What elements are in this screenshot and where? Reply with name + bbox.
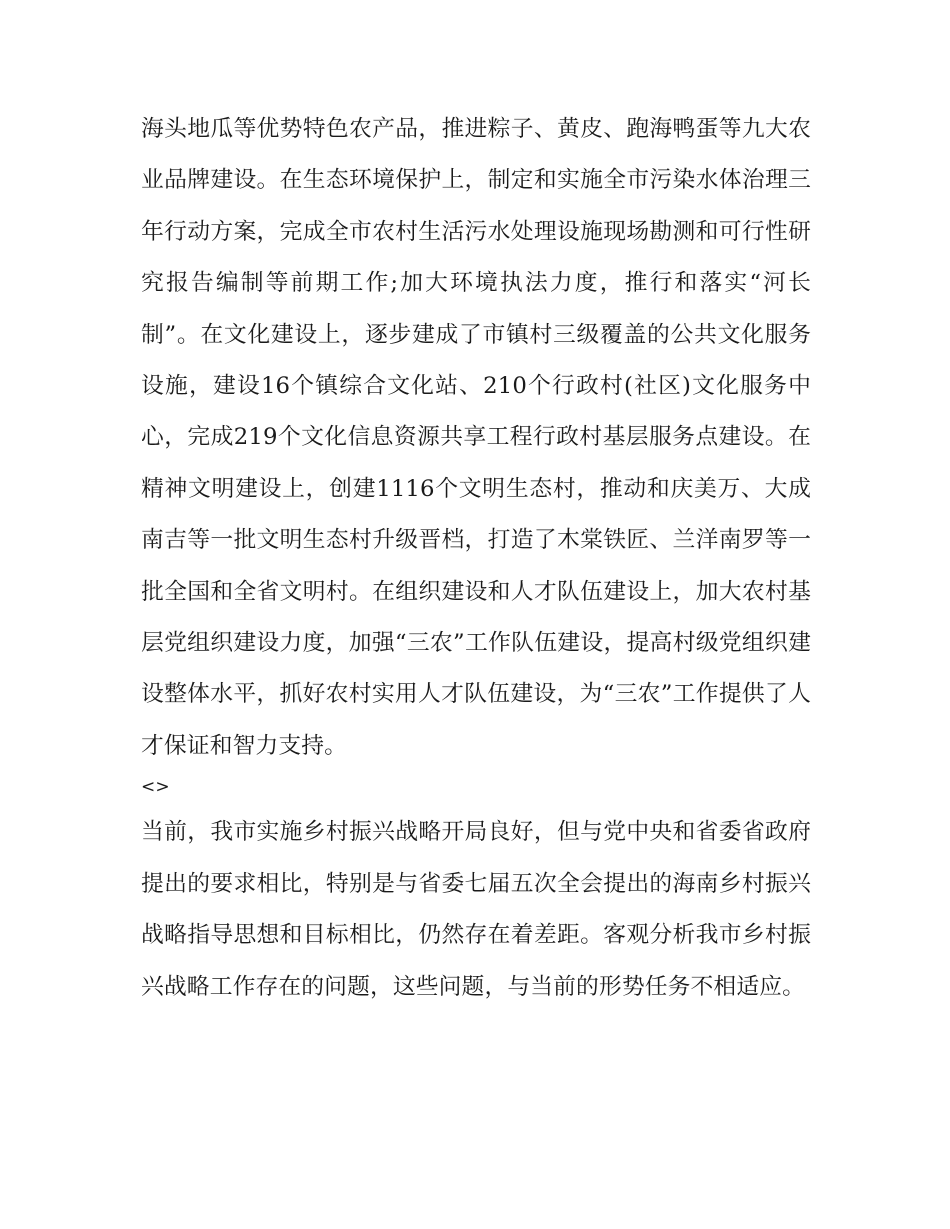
- paragraph-achievements: 海头地瓜等优势特色农产品，推进粽子、黄皮、跑海鸭蛋等九大农业品牌建设。在生态环境保护上，制定和实施全市污染水体治理三年行动方案，完成全市农村生活污水处理设施现场勘测和可行性研究报告编制等前期工作;加大环境执法力度，推行和落实“河长制”。在文化建设上，逐步建成了市镇村三级覆盖的公共文化服务设施，建设16个镇综合文化站、210个行政村(社区)文化服务中心，完成219个文化信息资源共享工程行政村基层服务点建设。在精神文明建设上，创建1116个文明生态村，推动和庆美万、大成南吉等一批文明生态村升级晋档，打造了木棠铁匠、兰洋南罗等一批全国和全省文明村。在组织建设和人才队伍建设上，加大农村基层党组织建设力度，加强“三农”工作队伍建设，提高村级党组织建设整体水平，抓好农村实用人才队伍建设，为“三农”工作提供了人才保证和智力支持。: [141, 116, 811, 759]
- paragraph-current-situation: 当前，我市实施乡村振兴战略开局良好，但与党中央和省委省政府提出的要求相比，特别是与省委七届五次全会提出的海南乡村振兴战略指导思想和目标相比，仍然存在着差距。客观分析我市乡村振兴战略工作存在的问题，这些问题，与当前的形势任务不相适应。: [141, 819, 811, 1000]
- section-separator: <>: [141, 777, 170, 798]
- document-body: [141, 104, 811, 1013]
